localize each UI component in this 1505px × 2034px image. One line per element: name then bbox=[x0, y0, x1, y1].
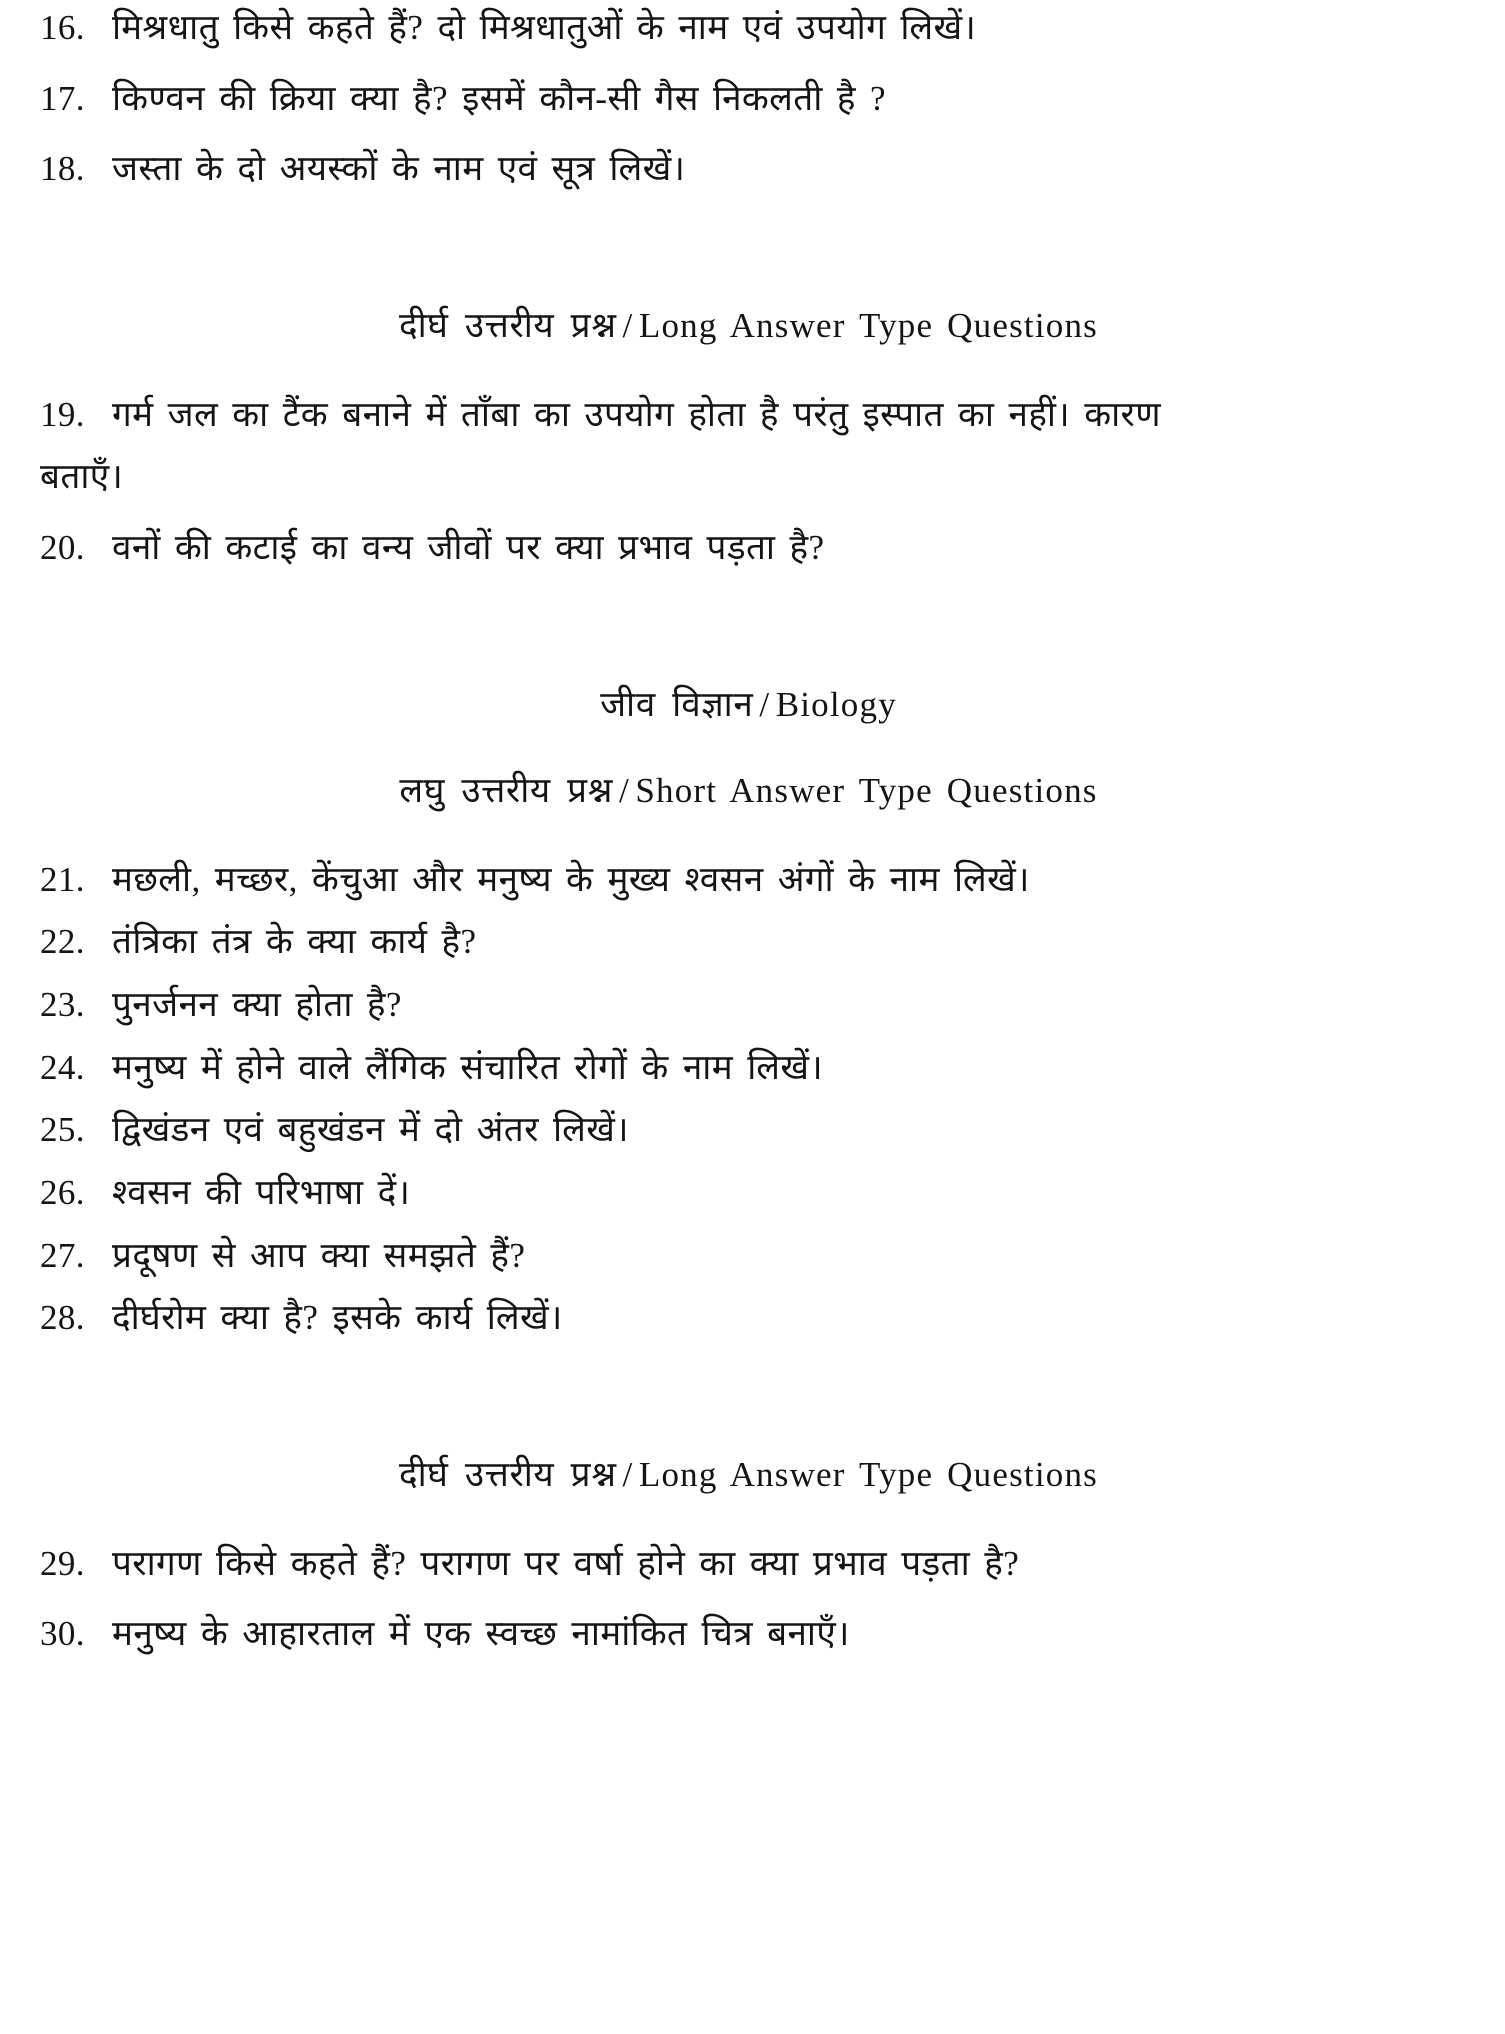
question-number: 27. bbox=[40, 1235, 85, 1275]
section-heading-short-answer-biology bbox=[40, 765, 1457, 818]
question-item bbox=[40, 141, 1457, 198]
question-text: पुनर्जनन क्या होता है? bbox=[112, 985, 402, 1024]
subject-heading-hindi: जीव विज्ञान bbox=[600, 684, 754, 724]
section-heading-hindi: दीर्घ उत्तरीय प्रश्न bbox=[399, 1455, 617, 1495]
question-number: 19. bbox=[40, 394, 85, 434]
question-item bbox=[40, 1290, 1457, 1347]
question-text: वनों की कटाई का वन्य जीवों पर क्या प्रभाव पड़ता है? bbox=[112, 527, 825, 567]
question-text: द्विखंडन एवं बहुखंडन में दो अंतर लिखें। bbox=[112, 1110, 629, 1150]
question-item bbox=[40, 387, 1457, 444]
question-number: 17. bbox=[40, 78, 85, 118]
spacer bbox=[40, 1598, 1457, 1606]
question-item bbox=[40, 0, 1457, 57]
question-number: 16. bbox=[40, 8, 85, 47]
question-number: 22. bbox=[40, 922, 85, 962]
spacer bbox=[40, 63, 1457, 71]
spacer bbox=[40, 353, 1457, 387]
question-text: प्रदूषण से आप क्या समझते हैं? bbox=[112, 1235, 526, 1275]
question-number: 20. bbox=[40, 527, 85, 567]
section-heading-long-answer-biology bbox=[40, 1449, 1457, 1502]
spacer bbox=[40, 818, 1457, 852]
section-chemistry-short-continued bbox=[40, 0, 1457, 198]
question-text: तंत्रिका तंत्र के क्या कार्य है? bbox=[112, 922, 477, 962]
question-number: 24. bbox=[40, 1047, 85, 1087]
question-number: 23. bbox=[40, 985, 85, 1024]
subject-heading-biology bbox=[40, 679, 1457, 732]
section-biology bbox=[40, 679, 1457, 732]
section-heading-long-answer-chemistry bbox=[40, 300, 1457, 353]
spacer bbox=[40, 1353, 1457, 1449]
question-item bbox=[40, 520, 1457, 577]
spacer bbox=[40, 133, 1457, 141]
question-text-continuation: बताएँ। bbox=[40, 457, 124, 497]
subject-heading-english: Biology bbox=[775, 684, 897, 724]
section-heading-english: Long Answer Type Questions bbox=[638, 1455, 1098, 1495]
section-heading-english: Long Answer Type Questions bbox=[638, 306, 1098, 346]
section-heading-hindi: दीर्घ उत्तरीय प्रश्न bbox=[399, 306, 617, 346]
question-number: 29. bbox=[40, 1543, 85, 1583]
section-heading-separator: / bbox=[619, 771, 630, 811]
question-text: मनुष्य में होने वाले लैंगिक संचारित रोगों के नाम लिखें। bbox=[112, 1047, 824, 1087]
question-number: 18. bbox=[40, 149, 85, 189]
question-text: मछली, मच्छर, केंचुआ और मनुष्य के मुख्य श्वसन अंगों के नाम लिखें। bbox=[112, 859, 1030, 899]
question-text: मिश्रधातु किसे कहते हैं? दो मिश्रधातुओं के नाम एवं उपयोग लिखें। bbox=[112, 8, 977, 47]
question-text: जस्ता के दो अयस्कों के नाम एवं सूत्र लिखें। bbox=[112, 149, 686, 189]
spacer bbox=[40, 731, 1457, 765]
question-number: 21. bbox=[40, 859, 85, 899]
question-number: 28. bbox=[40, 1298, 85, 1338]
question-item bbox=[40, 1165, 1457, 1222]
section-heading-english: Short Answer Type Questions bbox=[635, 771, 1098, 811]
question-item bbox=[40, 71, 1457, 128]
question-text: परागण किसे कहते हैं? परागण पर वर्षा होने का क्या प्रभाव पड़ता है? bbox=[112, 1543, 1020, 1583]
section-heading-hindi: लघु उत्तरीय प्रश्न bbox=[399, 771, 614, 811]
spacer bbox=[40, 1502, 1457, 1536]
question-number: 30. bbox=[40, 1614, 85, 1654]
subject-heading-separator: / bbox=[759, 684, 770, 724]
question-item bbox=[40, 1606, 1457, 1663]
question-text: श्वसन की परिभाषा दें। bbox=[112, 1173, 411, 1213]
question-text: मनुष्य के आहारताल में एक स्वच्छ नामांकित चित्र बनाएँ। bbox=[112, 1614, 850, 1654]
question-item bbox=[40, 914, 1457, 971]
spacer bbox=[40, 204, 1457, 300]
question-item bbox=[40, 852, 1457, 909]
question-number: 25. bbox=[40, 1110, 85, 1150]
question-item bbox=[40, 1536, 1457, 1593]
question-item bbox=[40, 1040, 1457, 1097]
question-text: किण्वन की क्रिया क्या है? इसमें कौन-सी गैस निकलती है ? bbox=[112, 78, 886, 118]
section-heading-separator: / bbox=[622, 306, 633, 346]
question-text: गर्म जल का टैंक बनाने में ताँबा का उपयोग होता है परंतु इस्पात का नहीं। कारण bbox=[112, 394, 1161, 434]
question-text: दीर्घरोम क्या है? इसके कार्य लिखें। bbox=[112, 1298, 563, 1338]
question-number: 26. bbox=[40, 1173, 85, 1213]
spacer bbox=[40, 583, 1457, 679]
spacer bbox=[40, 512, 1457, 520]
section-chemistry-long bbox=[40, 300, 1457, 577]
question-item bbox=[40, 1228, 1457, 1285]
section-heading-separator: / bbox=[622, 1455, 633, 1495]
section-biology-short bbox=[40, 765, 1457, 1347]
question-item bbox=[40, 977, 1457, 1034]
question-item bbox=[40, 1102, 1457, 1159]
section-biology-long bbox=[40, 1449, 1457, 1663]
